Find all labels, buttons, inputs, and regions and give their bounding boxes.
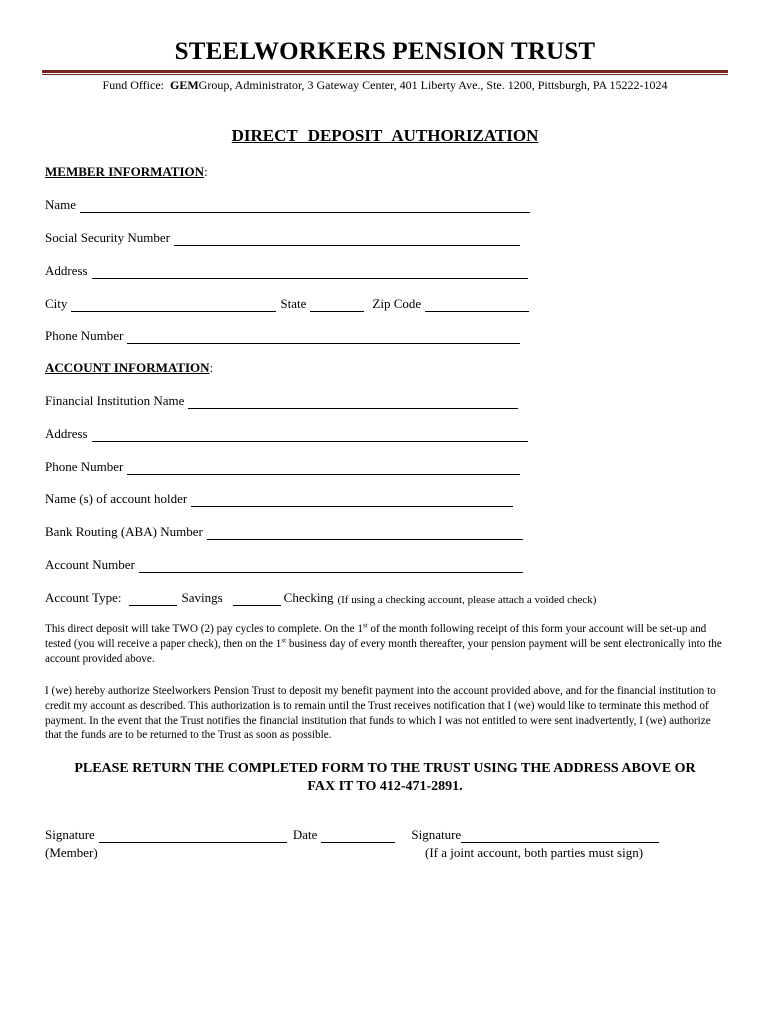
member-name-field[interactable] (80, 200, 530, 213)
signature-label-member: Signature (45, 827, 95, 842)
member-address-field[interactable] (92, 266, 528, 279)
member-name-row (45, 197, 530, 213)
date-field[interactable] (321, 830, 395, 843)
bank-address-label: Address (45, 426, 88, 441)
institution-row (45, 393, 518, 409)
joint-caption: (If a joint account, both parties must sign) (425, 845, 644, 860)
fund-rest: Group, Administrator, 3 Gateway Center, 401 Liberty Ave., Ste. 1200, Pittsburgh, PA 15222-1024 (198, 78, 668, 92)
member-phone-label: Phone Number (45, 328, 124, 343)
member-signature-field[interactable] (99, 830, 287, 843)
ssn-field[interactable] (174, 233, 520, 246)
account-number-row (45, 557, 523, 573)
document-title: DIRECT DEPOSIT AUTHORIZATION (231, 126, 539, 145)
fund-prefix: Fund Office: (102, 78, 164, 92)
fund-office-line (0, 78, 770, 93)
zip-label: Zip Code (372, 296, 422, 311)
account-section-heading: ACCOUNT INFORMATION: (45, 360, 214, 375)
authorization-paragraph: I (we) hereby authorize Steelworkers Pension Trust to deposit my benefit payment into the account provided above, and for the financial institution to credit my account as described. This authorization is to remain until the Trust receives notification that I (we) would like to terminate this method of payment. In the event that the Trust notifies the financial institution that funds to which I was not entitled to were sent inadvertently, I (we) authorize that the funds are to be returned to the Trust as soon as possible. (45, 685, 716, 742)
member-name-label: Name (45, 197, 77, 212)
bank-phone-field[interactable] (127, 462, 520, 475)
bank-phone-label: Phone Number (45, 459, 124, 474)
account-type-row (45, 590, 596, 606)
bank-phone-row (45, 459, 520, 475)
bank-address-field[interactable] (92, 429, 528, 442)
savings-field[interactable] (129, 593, 177, 606)
joint-signature-field[interactable] (461, 830, 659, 843)
member-address-row (45, 263, 528, 279)
member-section-heading: MEMBER INFORMATION: (45, 164, 208, 179)
return-notice: PLEASE RETURN THE COMPLETED FORM TO THE TRUST USING THE ADDRESS ABOVE OR FAX IT TO 412-471-2891. (74, 761, 696, 794)
member-phone-field[interactable] (127, 331, 520, 344)
savings-label: Savings (181, 590, 223, 605)
account-number-field[interactable] (139, 560, 523, 573)
member-address-label: Address (45, 263, 88, 278)
bank-address-row (45, 426, 528, 442)
institution-field[interactable] (188, 396, 518, 409)
holder-row (45, 491, 513, 507)
header-rule-thick (42, 70, 728, 73)
routing-field[interactable] (207, 527, 523, 540)
institution-label: Financial Institution Name (45, 393, 185, 408)
state-label: State (280, 296, 307, 311)
deposit-timing-paragraph: This direct deposit will take TWO (2) pay cycles to complete. On the 1st of the month following receipt of this form your account will be set-up and tested (you will receive a paper check), then on the 1st business day of every month thereafter, your pension payment will be sent electronically into the account provided above. (45, 621, 722, 665)
routing-label: Bank Routing (ABA) Number (45, 524, 203, 539)
city-state-zip-row (45, 296, 529, 312)
date-label: Date (292, 827, 318, 842)
signature-label-joint: Signature (411, 827, 462, 842)
ssn-label: Social Security Number (45, 230, 170, 245)
city-field[interactable] (71, 299, 276, 312)
checking-label: Checking (283, 590, 334, 605)
page-title: STEELWORKERS PENSION TRUST (174, 38, 596, 65)
signature-row (45, 827, 659, 843)
city-label: City (45, 296, 68, 311)
zip-field[interactable] (425, 299, 529, 312)
header-rule-thin (42, 74, 728, 75)
member-phone-row (45, 328, 520, 344)
member-caption: (Member) (45, 845, 98, 860)
ssn-row (45, 230, 520, 246)
account-type-label: Account Type: (45, 590, 122, 605)
routing-row (45, 524, 523, 540)
state-field[interactable] (310, 299, 364, 312)
checking-note: (If using a checking account, please attach a voided check) (337, 594, 597, 606)
holder-field[interactable] (191, 494, 513, 507)
checking-field[interactable] (233, 593, 281, 606)
account-number-label: Account Number (45, 557, 135, 572)
fund-bold: GEM (169, 78, 199, 92)
holder-label: Name (s) of account holder (45, 491, 188, 506)
